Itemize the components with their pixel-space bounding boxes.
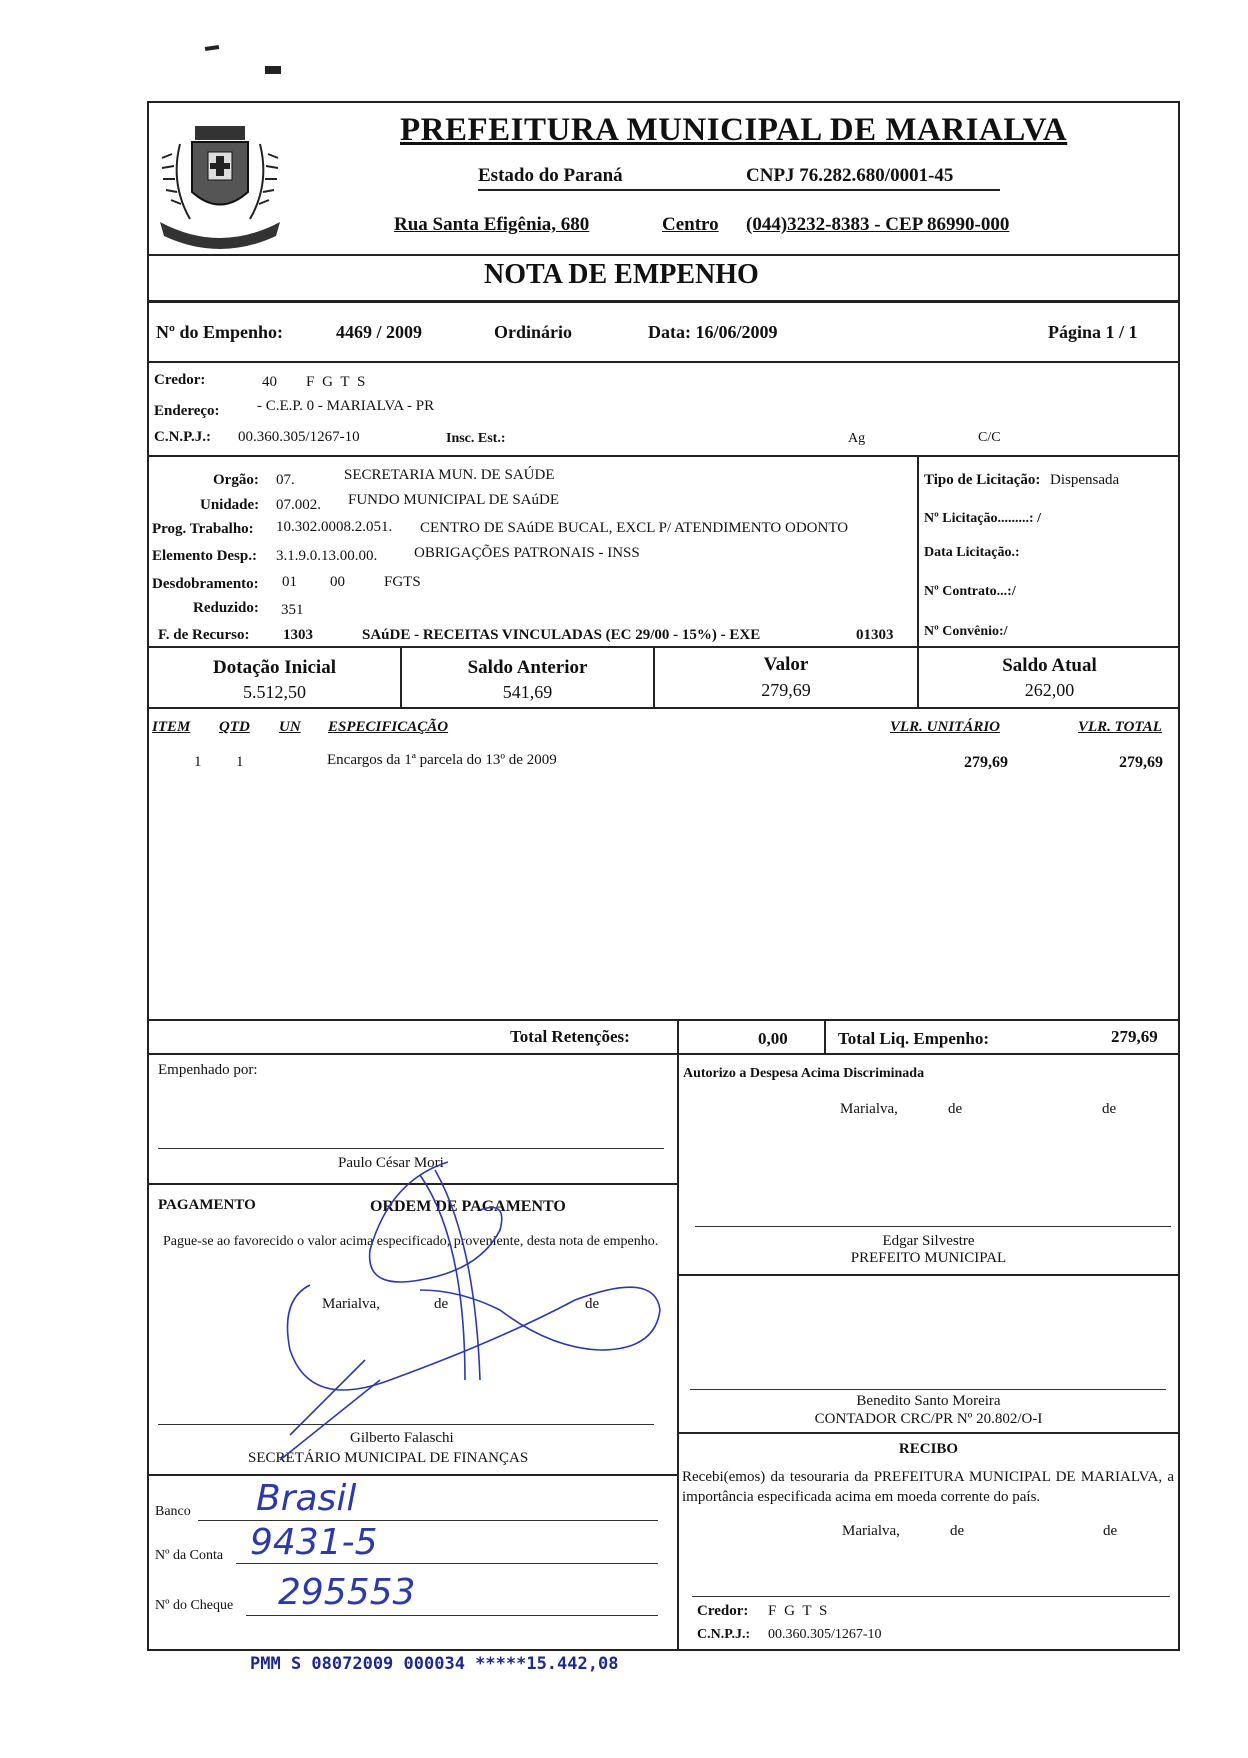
address-label: Endereço: [154, 403, 220, 419]
prog-name: CENTRO DE SAúDE BUCAL, EXCL P/ ATENDIMENTO ODONTO [420, 520, 849, 536]
unidade-code: 07.002. [276, 497, 321, 513]
recibo-de1: de [950, 1523, 965, 1539]
pagamento-text: Pague-se ao favorecido o valor acima especificado, proveniente, desta nota de empenho. [163, 1234, 659, 1249]
total-liq-value: 279,69 [1111, 1027, 1158, 1046]
saldo-atual-label: Saldo Atual [1002, 655, 1097, 676]
credor-code: 40 [262, 374, 277, 390]
desdobramento-name: FGTS [384, 574, 421, 590]
empenhado-name: Paulo César Mori [338, 1155, 444, 1171]
desdobramento-code1: 01 [282, 574, 297, 590]
retencoes-label: Total Retenções: [510, 1027, 630, 1046]
empenhado-label: Empenhado por: [158, 1062, 258, 1078]
header-district: Centro [662, 214, 719, 235]
table-row [149, 750, 1178, 774]
header-phone-cep: (044)3232-8383 - CEP 86990-000 [746, 214, 1010, 235]
orgao-label: Orgão: [213, 472, 259, 488]
recibo-de2: de [1103, 1523, 1118, 1539]
pagamento-city: Marialva, [322, 1296, 380, 1312]
autorizo-de2: de [1102, 1101, 1117, 1117]
pagamento-de1: de [434, 1296, 449, 1312]
scan-mark [265, 66, 281, 74]
conta-value: 9431-5 [250, 1522, 378, 1563]
recibo-cnpj-value: 00.360.305/1267-10 [768, 1627, 882, 1642]
coat-of-arms-logo [150, 104, 290, 254]
contador-role: CONTADOR CRC/PR Nº 20.802/O-I [814, 1411, 1043, 1427]
col-item-header: ITEM [152, 719, 191, 735]
prog-code: 10.302.0008.2.051. [276, 519, 393, 535]
col-un-header: UN [279, 719, 301, 735]
unidade-label: Unidade: [200, 497, 260, 513]
cheque-value: 295553 [278, 1572, 416, 1613]
contador-name: Benedito Santo Moreira [856, 1393, 1001, 1409]
empenho-number: 4469 / 2009 [336, 322, 423, 342]
prefeito-role: PREFEITO MUNICIPAL [850, 1250, 1007, 1266]
col-total-header: VLR. TOTAL [1078, 719, 1162, 735]
item-espec: Encargos da 1ª parcela do 13º de 2009 [327, 752, 557, 768]
empenho-type: Ordinário [494, 322, 573, 342]
header-state: Estado do Paraná [478, 165, 623, 186]
recibo-credor-label: Credor: [697, 1603, 749, 1619]
orgao-name: SECRETARIA MUN. DE SAÚDE [344, 467, 555, 483]
document-title: NOTA DE EMPENHO [484, 259, 759, 290]
recibo-credor-value: F G T S [768, 1603, 830, 1619]
autorizo-city: Marialva, [840, 1101, 898, 1117]
cheque-label: Nº do Cheque [155, 1598, 234, 1613]
cnpj-label: C.N.P.J.: [154, 429, 211, 445]
dotacao-value: 5.512,50 [243, 682, 306, 702]
recurso-label: F. de Recurso: [158, 627, 250, 643]
recibo-cnpj-label: C.N.P.J.: [697, 1627, 751, 1642]
autorizo-de1: de [948, 1101, 963, 1117]
page-number: Página 1 / 1 [1048, 322, 1138, 342]
valor-value: 279,69 [761, 680, 811, 700]
desdobramento-label: Desdobramento: [152, 576, 259, 592]
processing-stamp: PMM S 08072009 000034 *****15.442,08 [250, 1654, 619, 1674]
col-qtd-header: QTD [219, 719, 250, 735]
pagamento-label: PAGAMENTO [158, 1197, 256, 1213]
reduzido-label: Reduzido: [193, 600, 259, 616]
cc-label: C/C [978, 430, 1001, 445]
data-licitacao: Data Licitação.: [924, 545, 1020, 560]
banco-value: Brasil [256, 1478, 357, 1519]
valor-label: Valor [763, 654, 809, 675]
recibo-text: Recebi(emos) da tesouraria da PREFEITURA MUNICIPAL DE MARIALVA, a importância especificada acima em moeda corrente do país. [682, 1469, 1174, 1505]
dotacao-label: Dotação Inicial [213, 657, 336, 678]
credor-address: - C.E.P. 0 - MARIALVA - PR [257, 398, 435, 414]
header-cnpj: CNPJ 76.282.680/0001-45 [746, 165, 954, 186]
insc-est-label: Insc. Est.: [446, 431, 506, 446]
credor-cnpj: 00.360.305/1267-10 [238, 429, 360, 445]
prog-label: Prog. Trabalho: [152, 521, 254, 537]
numero-convenio: Nº Convênio:/ [924, 624, 1008, 639]
credor-name: F G T S [306, 374, 368, 390]
logo-banner-text: MARIALVA [192, 226, 252, 237]
unidade-name: FUNDO MUNICIPAL DE SAúDE [348, 492, 559, 508]
item-number: 1 [194, 754, 202, 770]
numero-licitacao: Nº Licitação.........: / [924, 511, 1041, 526]
item-qtd: 1 [236, 754, 244, 770]
pagamento-de2: de [585, 1296, 600, 1312]
col-espec-header: ESPECIFICAÇÃO [328, 719, 449, 735]
recurso-code: 1303 [283, 627, 313, 643]
handwritten-signature [270, 1150, 670, 1480]
elemento-name: OBRIGAÇÕES PATRONAIS - INSS [414, 545, 640, 561]
saldo-anterior-label: Saldo Anterior [467, 657, 588, 678]
total-liq-label: Total Liq. Empenho: [838, 1029, 989, 1048]
numero-contrato: Nº Contrato...:/ [924, 584, 1016, 599]
credor-label: Credor: [154, 372, 206, 388]
retencoes-value: 0,00 [758, 1029, 788, 1048]
empenho-date: Data: 16/06/2009 [648, 322, 778, 342]
col-unit-header: VLR. UNITÁRIO [890, 719, 1001, 735]
item-total-value: 279,69 [1119, 754, 1163, 771]
recurso-code2: 01303 [856, 627, 894, 643]
item-unit-value: 279,69 [964, 754, 1008, 771]
reduzido-value: 351 [281, 602, 304, 618]
scan-mark [205, 45, 219, 51]
prefeito-name: Edgar Silvestre [882, 1233, 975, 1249]
desdobramento-code2: 00 [330, 574, 345, 590]
elemento-code: 3.1.9.0.13.00.00. [276, 548, 378, 564]
ordem-pagamento-label: ORDEM DE PAGAMENTO [370, 1198, 566, 1215]
financas-signer-role: SECRETÁRIO MUNICIPAL DE FINANÇAS [248, 1450, 529, 1466]
autorizo-label: Autorizo a Despesa Acima Discriminada [683, 1066, 925, 1081]
header-street: Rua Santa Efigênia, 680 [394, 214, 590, 235]
recibo-title: RECIBO [898, 1441, 959, 1457]
recurso-name: SAúDE - RECEITAS VINCULADAS (EC 29/00 - 15%) - EXE [362, 627, 761, 643]
orgao-code: 07. [276, 472, 295, 488]
elemento-label: Elemento Desp.: [152, 548, 257, 564]
conta-label: Nº da Conta [155, 1548, 224, 1563]
header-title: PREFEITURA MUNICIPAL DE MARIALVA [400, 112, 1068, 148]
saldo-anterior-value: 541,69 [502, 682, 553, 702]
ag-label: Ag [848, 431, 866, 446]
recibo-city: Marialva, [842, 1523, 900, 1539]
tipo-licitacao-value: Dispensada [1050, 472, 1120, 488]
tipo-licitacao-label: Tipo de Licitação: [924, 472, 1041, 488]
empenho-label: Nº do Empenho: [156, 322, 283, 342]
saldo-atual-value: 262,00 [1024, 680, 1075, 700]
financas-signer-name: Gilberto Falaschi [350, 1430, 454, 1446]
banco-label: Banco [155, 1504, 191, 1519]
